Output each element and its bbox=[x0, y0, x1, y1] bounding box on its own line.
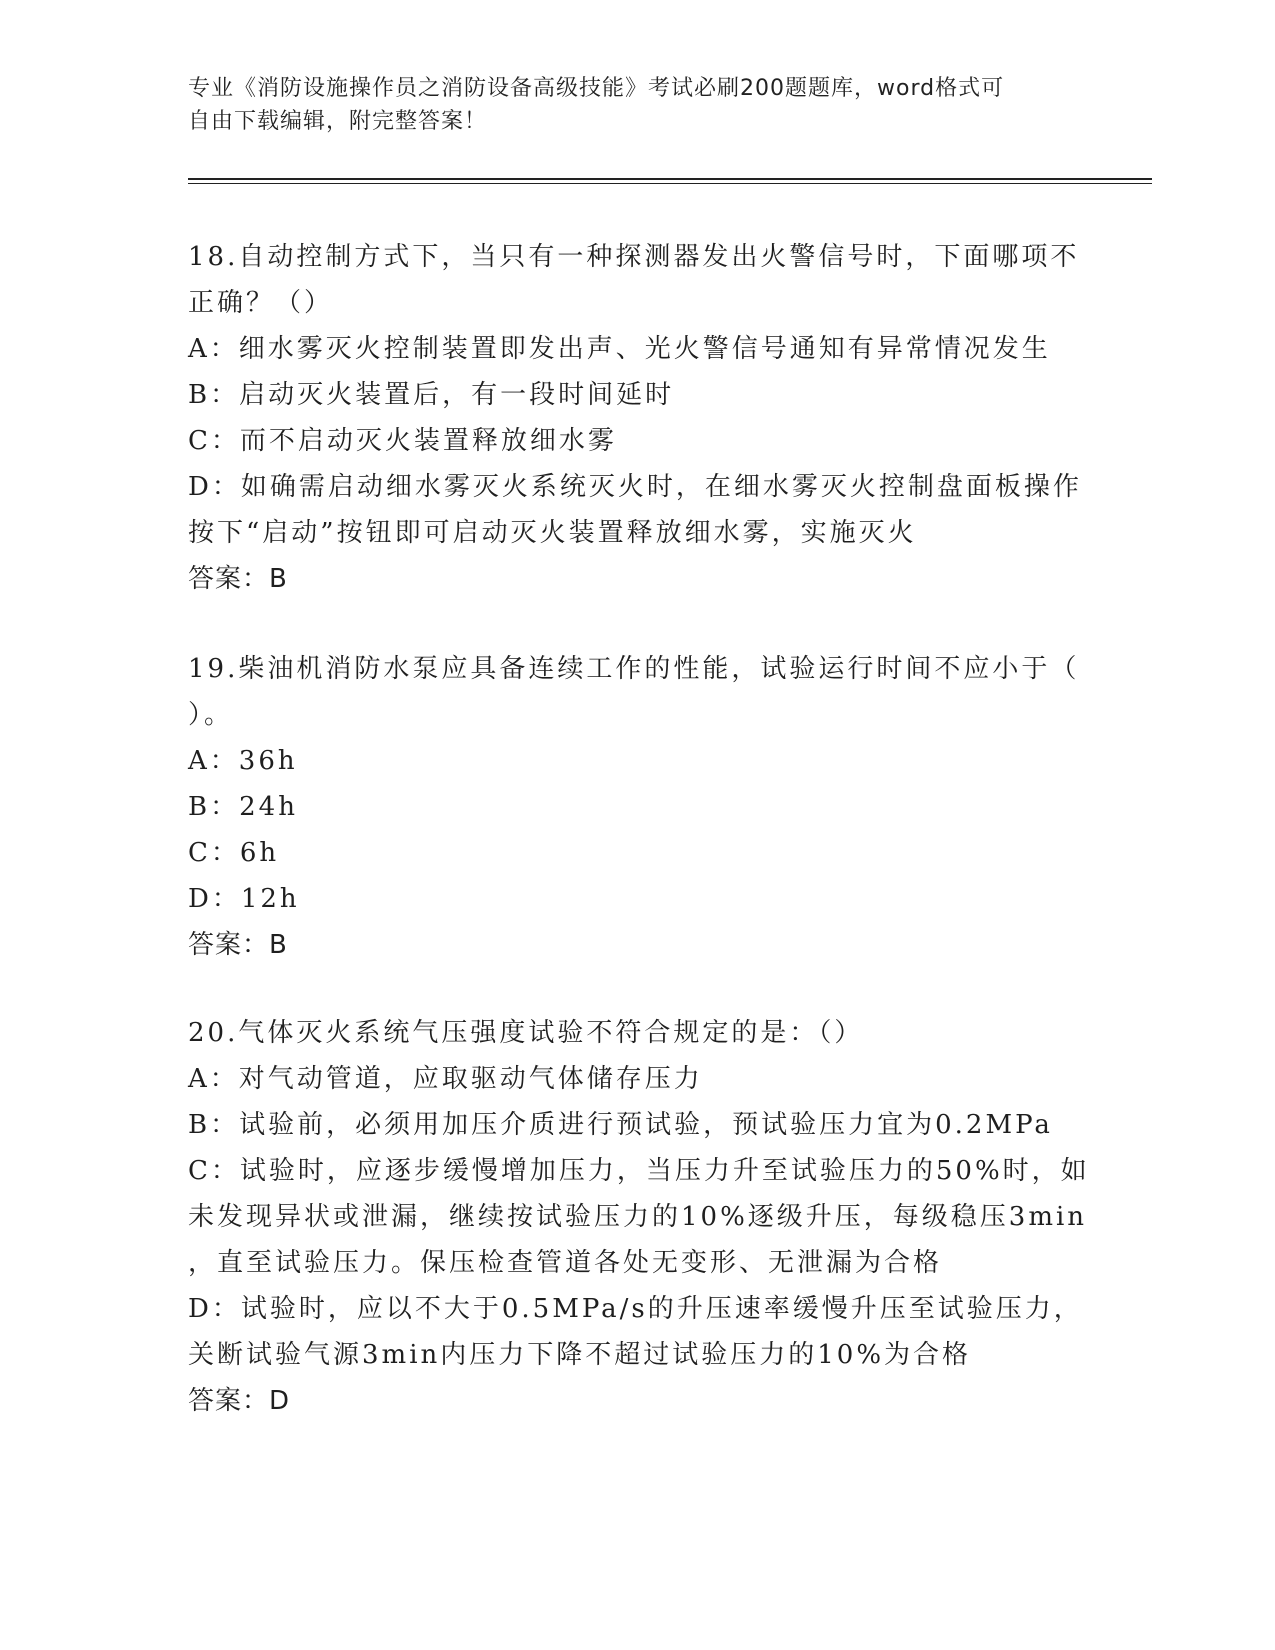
question-19-option-b: B：24h bbox=[188, 792, 298, 822]
question-20-answer: 答案：D bbox=[188, 1386, 291, 1416]
question-19-stem-line-1: 19.柴油机消防水泵应具备连续工作的性能，试验运行时间不应小于（ bbox=[188, 654, 1080, 684]
question-20-option-d-line-1: D：试验时，应以不大于0.5MPa/s的升压速率缓慢升压至试验压力， bbox=[188, 1294, 1083, 1324]
question-20-option-b: B：试验前，必须用加压介质进行预试验，预试验压力宜为0.2MPa bbox=[188, 1110, 1053, 1140]
header-divider-bottom bbox=[188, 183, 1152, 184]
question-20-stem: 20.气体灭火系统气压强度试验不符合规定的是：（） bbox=[188, 1018, 864, 1048]
question-20 bbox=[188, 1010, 1088, 1424]
header-line-1: 专业《消防设施操作员之消防设备高级技能》考试必刷200题题库，word格式可 bbox=[188, 76, 1005, 101]
question-20-option-c-line-1: C：试验时，应逐步缓慢增加压力，当压力升至试验压力的50%时，如 bbox=[188, 1156, 1090, 1186]
question-18-option-b: B：启动灭火装置后，有一段时间延时 bbox=[188, 380, 675, 410]
question-18-answer: 答案：B bbox=[188, 564, 288, 594]
question-19-answer: 答案：B bbox=[188, 930, 288, 960]
question-18 bbox=[188, 234, 1088, 602]
document-header bbox=[188, 72, 1088, 138]
question-20-option-c-line-2: 未发现异状或泄漏，继续按试验压力的10%逐级升压，每级稳压3min bbox=[188, 1202, 1088, 1232]
question-18-stem-line-1: 18.自动控制方式下，当只有一种探测器发出火警信号时，下面哪项不 bbox=[188, 242, 1080, 272]
question-19-option-c: C：6h bbox=[188, 838, 280, 868]
question-19-stem-line-2: ）。 bbox=[188, 700, 234, 730]
question-18-stem-line-2: 正确？（） bbox=[188, 288, 334, 318]
question-18-option-d-line-1: D：如确需启动细水雾灭火系统灭火时，在细水雾灭火控制盘面板操作 bbox=[188, 472, 1082, 502]
question-18-option-c: C：而不启动灭火装置释放细水雾 bbox=[188, 426, 617, 456]
question-20-option-d-line-2: 关断试验气源3min内压力下降不超过试验压力的10%为合格 bbox=[188, 1340, 972, 1370]
question-20-option-a: A：对气动管道，应取驱动气体储存压力 bbox=[188, 1064, 703, 1094]
question-18-option-d-line-2: 按下“启动”按钮即可启动灭火装置释放细水雾，实施灭火 bbox=[188, 518, 917, 548]
header-line-2: 自由下载编辑，附完整答案！ bbox=[188, 109, 488, 134]
question-18-option-a: A：细水雾灭火控制装置即发出声、光火警信号通知有异常情况发生 bbox=[188, 334, 1051, 364]
question-19-option-d: D：12h bbox=[188, 884, 300, 914]
header-divider-top bbox=[188, 178, 1152, 180]
question-19 bbox=[188, 646, 1088, 968]
question-20-option-c-line-3: ，直至试验压力。保压检查管道各处无变形、无泄漏为合格 bbox=[188, 1248, 943, 1278]
question-19-option-a: A：36h bbox=[188, 746, 298, 776]
